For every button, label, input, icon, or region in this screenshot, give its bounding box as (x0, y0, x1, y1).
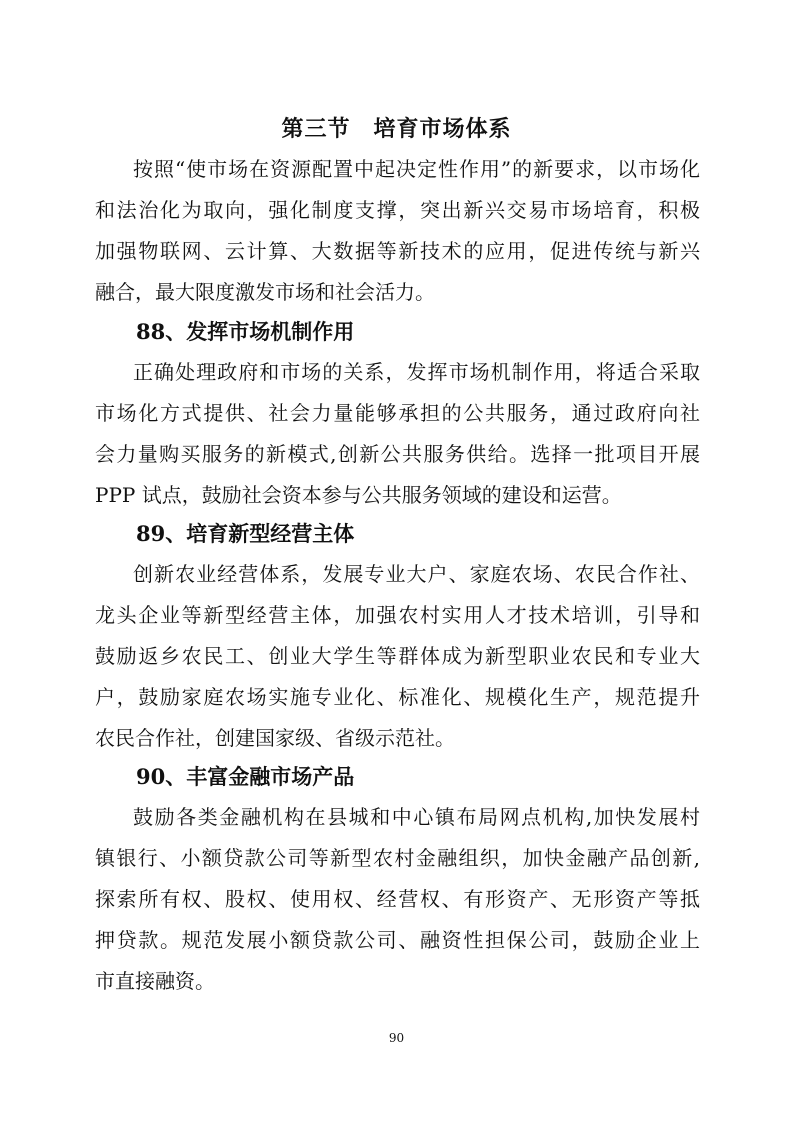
intro-line-3: 加强物联网、云计算、大数据等新技术的应用，促进传统与新兴 (95, 239, 700, 263)
item-88-line-3: 会力量购买服务的新模式,创新公共服务供给。选择一批项目开展 (95, 442, 700, 466)
item-90-line-3: 探索所有权、股权、使用权、经营权、有形资产、无形资产等抵 (95, 887, 700, 911)
section-title: 第三节 培育市场体系 (281, 116, 512, 142)
item-90-line-5: 市直接融资。 (95, 969, 215, 993)
item-88-line-4: PPP 试点，鼓励社会资本参与公共服务领域的建设和运营。 (95, 483, 622, 507)
intro-line-2: 和法治化为取向，强化制度支撑，突出新兴交易市场培育，积极 (95, 198, 700, 222)
item-89-line-3: 鼓励返乡农民工、创业大学生等群体成为新型职业农民和专业大 (95, 644, 700, 668)
page-number: 90 (388, 1031, 405, 1045)
item-89-line-4: 户，鼓励家庭农场实施专业化、标准化、规模化生产，规范提升 (95, 685, 700, 709)
item-90-line-2: 镇银行、小额贷款公司等新型农村金融组织，加快金融产品创新, (95, 846, 700, 870)
item-90-line-1: 鼓励各类金融机构在县城和中心镇布局网点机构,加快发展村 (133, 805, 700, 829)
item-88-line-2: 市场化方式提供、社会力量能够承担的公共服务，通过政府向社 (95, 401, 700, 425)
intro-line-1: 按照“使市场在资源配置中起决定性作用”的新要求，以市场化 (133, 157, 700, 181)
item-88-line-1: 正确处理政府和市场的关系，发挥市场机制作用，将适合采取 (133, 360, 700, 384)
intro-line-4: 融合，最大限度激发市场和社会活力。 (95, 280, 435, 304)
item-89-heading: 89、培育新型经营主体 (136, 521, 355, 546)
item-88-heading: 88、发挥市场机制作用 (136, 319, 355, 344)
item-89-line-1: 创新农业经营体系，发展专业大户、家庭农场、农民合作社、 (133, 562, 700, 586)
item-90-line-4: 押贷款。规范发展小额贷款公司、融资性担保公司，鼓励企业上 (95, 928, 700, 952)
item-89-line-5: 农民合作社，创建国家级、省级示范社。 (95, 726, 455, 750)
item-89-line-2: 龙头企业等新型经营主体，加强农村实用人才技术培训，引导和 (95, 603, 700, 627)
item-90-heading: 90、丰富金融市场产品 (136, 764, 355, 789)
